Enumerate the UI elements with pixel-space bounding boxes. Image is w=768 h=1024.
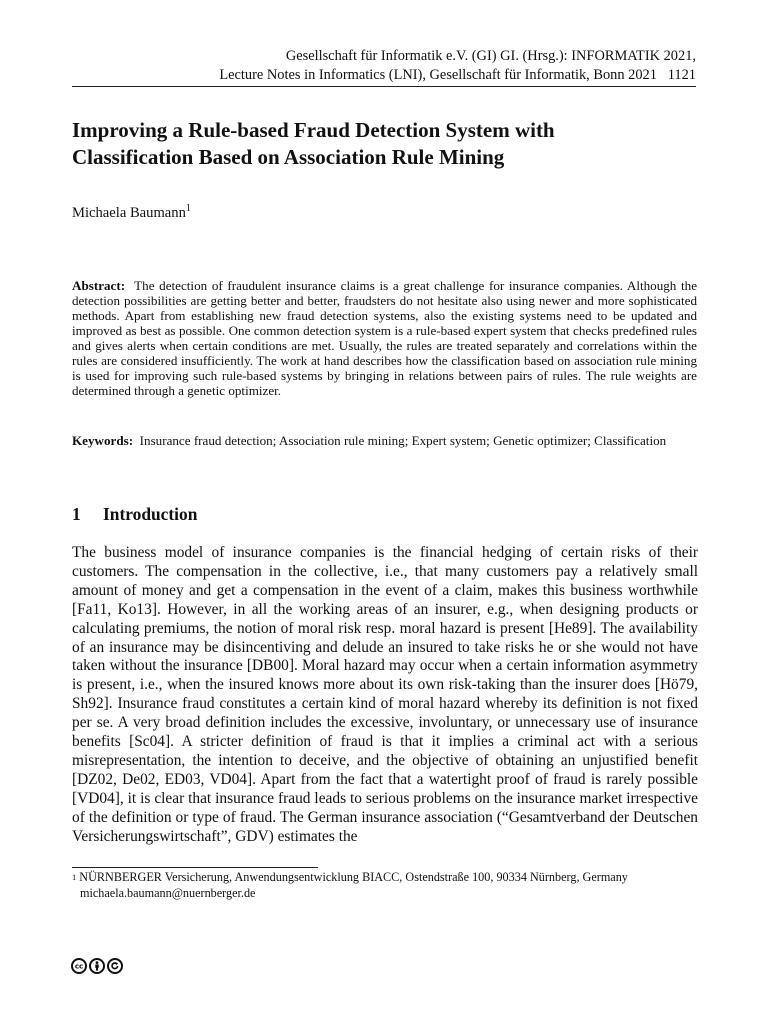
author (72, 205, 191, 222)
title-line-1: Improving a Rule-based Fraud Detection System with (72, 118, 555, 142)
by-attribution-icon (89, 958, 105, 974)
author-footnote-mark: 1 (185, 203, 191, 214)
abstract-text: The detection of fraudulent insurance claims is a great challenge for insurance companies. Although the detection possibilities are getting better and better, fraudsters do not hesitate also using newer and more sophisticated methods. Apart from establishing new fraud detection systems, also the existing systems need to be updated and improved as best as possible. One common detection system is a rule-based expert system that checks predefined rules and gives alerts when certain conditions are met. Usually, the rules are treated separately and correlations within the rules are considered insufficiently. The work at hand describes how the classification based on association rule mining is used for improving such rule-based systems by bringing in relations between pairs of rules. The rule weights are determined through a genetic optimizer. (72, 278, 698, 398)
section-heading (72, 504, 197, 525)
header-line-1: Gesellschaft für Informatik e.V. (GI) GI. (Hrsg.): INFORMATIK 2021, (285, 48, 696, 64)
abstract (72, 278, 697, 398)
running-header (219, 47, 696, 85)
header-rule (72, 86, 696, 87)
footnote-email: michaela.baumann@nuernberger.de (80, 886, 256, 900)
page-number: 1121 (667, 67, 696, 83)
license-badge (71, 958, 123, 974)
svg-text:cc: cc (74, 962, 84, 971)
paper-title (72, 117, 712, 171)
title-line-2: Classification Based on Association Rule Mining (72, 145, 505, 169)
sa-share-alike-icon (107, 958, 123, 974)
footnote-line-1 (72, 869, 712, 885)
footnote-affiliation: NÜRNBERGER Versicherung, Anwendungsentwicklung BIACC, Ostendstraße 100, 90334 Nürnberg, Germany (79, 870, 628, 884)
header-series: Lecture Notes in Informatics (LNI), Gesellschaft für Informatik, Bonn 2021 (219, 67, 657, 83)
section-title: Introduction (103, 504, 198, 524)
cc-icon (71, 958, 87, 974)
author-name: Michaela Baumann (72, 205, 186, 221)
keywords-label: Keywords: (72, 433, 134, 448)
footnote-mark: 1 (72, 872, 77, 882)
header-line-2 (219, 66, 696, 85)
keywords (72, 431, 697, 451)
keywords-text: Insurance fraud detection; Association rule mining; Expert system; Genetic optimizer; Classification (139, 433, 667, 448)
section-number: 1 (72, 504, 81, 524)
footnote (72, 869, 712, 901)
introduction-paragraph: The business model of insurance companies is the financial hedging of certain risks of their customers. The compensation in the collective, i.e., that many customers pay a relatively small amount of money and get a compensation in the event of a claim, makes this business worthwhile [Fa11, Ko13]. However, in all the working areas of an insurer, e.g., when designing products or calculating premiums, the notion of moral risk resp. moral hazard is present [He89]. The availability of an insurance may be disincentiving and delude an insured to take risks he or she would not have taken without the insurance [DB00]. Moral hazard may occur when a certain information asymmetry is present, i.e., when the insured knows more about its own risk-taking than the insurer does [Hö79, Sh92]. Insurance fraud constitutes a certain kind of moral hazard whereby its definition is not fixed per se. A very broad definition includes the excessive, involuntary, or unnecessary use of insurance benefits [Sc04]. A stricter definition of fraud is that it implies a criminal act with a serious misrepresentation, the intention to deceive, and the objective of obtaining an unjustified benefit [DZ02, De02, ED03, VD04]. Apart from the fact that a watertight proof of fraud is rarely possible [VD04], it is clear that insurance fraud leads to serious problems on the insurance market irrespective of the definition or type of fraud. The German insurance association (“Gesamtverband der Deutschen Versicherungswirtschaft”, GDV) estimates the (72, 544, 698, 845)
footnote-rule (72, 867, 318, 868)
abstract-label: Abstract: (72, 278, 126, 293)
